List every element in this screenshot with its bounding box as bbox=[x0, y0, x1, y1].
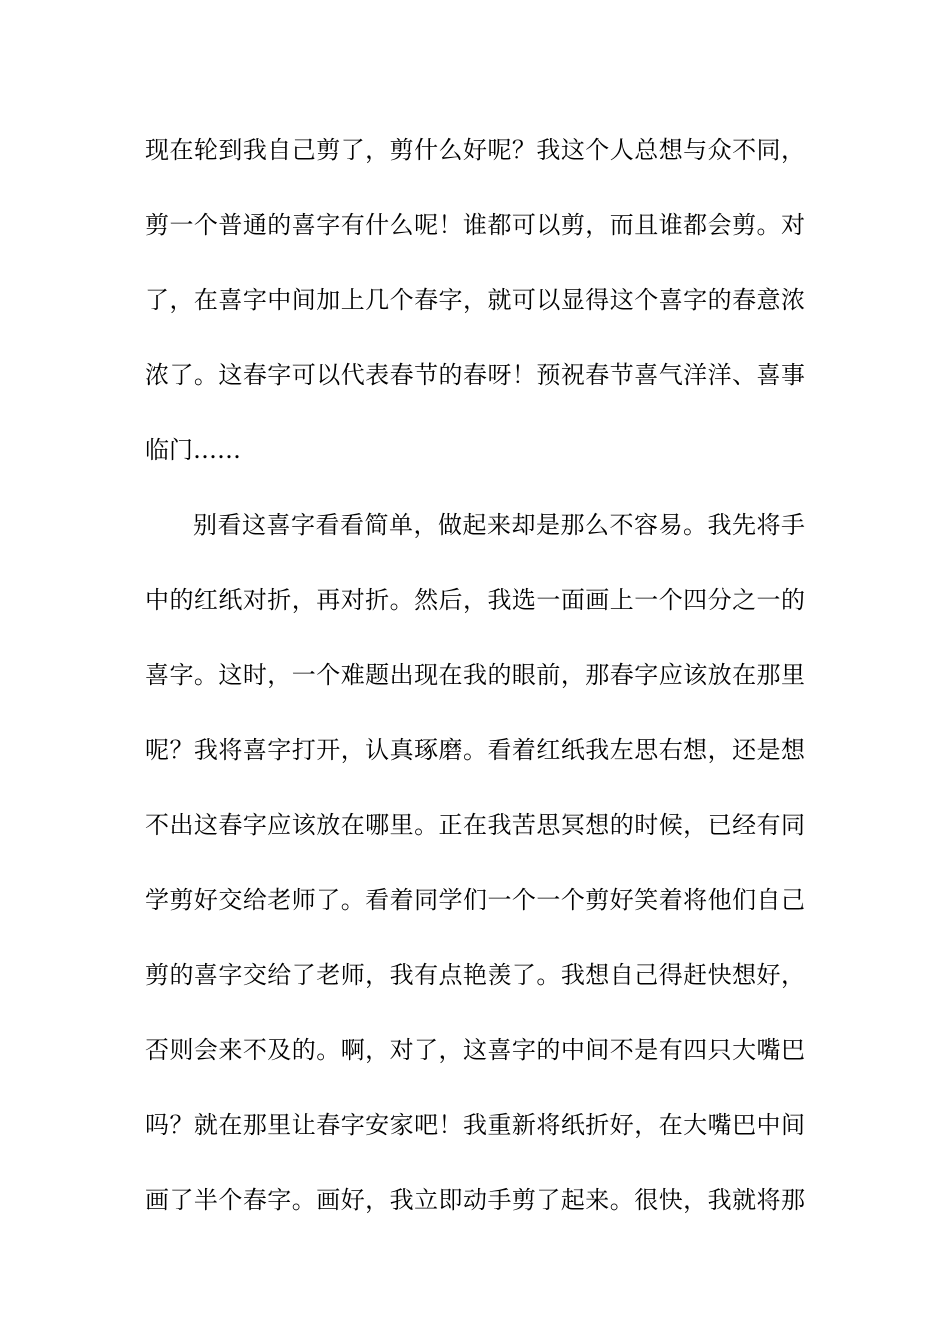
text-line: 剪的喜字交给了老师，我有点艳羡了。我想自己得赶快想好， bbox=[145, 961, 805, 989]
text-line: 了，在喜字中间加上几个春字，就可以显得这个喜字的春意浓 bbox=[145, 286, 805, 314]
text-line: 画了半个春字。画好，我立即动手剪了起来。很快，我就将那 bbox=[145, 1186, 805, 1214]
text-line: 别看这喜字看看简单，做起来却是那么不容易。我先将手 bbox=[193, 511, 805, 539]
text-line: 吗？就在那里让春字安家吧！我重新将纸折好，在大嘴巴中间 bbox=[145, 1111, 805, 1139]
text-line: 喜字。这时，一个难题出现在我的眼前，那春字应该放在那里 bbox=[145, 661, 805, 689]
text-line: 临门…… bbox=[145, 436, 241, 464]
text-line: 不出这春字应该放在哪里。正在我苦思冥想的时候，已经有同 bbox=[145, 811, 805, 839]
text-line: 浓了。这春字可以代表春节的春呀！预祝春节喜气洋洋、喜事 bbox=[145, 361, 805, 389]
text-line: 中的红纸对折，再对折。然后，我选一面画上一个四分之一的 bbox=[145, 586, 805, 614]
text-line: 否则会来不及的。啊，对了，这喜字的中间不是有四只大嘴巴 bbox=[145, 1036, 805, 1064]
text-line: 现在轮到我自己剪了，剪什么好呢？我这个人总想与众不同， bbox=[145, 136, 805, 164]
text-line: 学剪好交给老师了。看着同学们一个一个剪好笑着将他们自己 bbox=[145, 886, 805, 914]
text-line: 呢？我将喜字打开，认真琢磨。看着红纸我左思右想，还是想 bbox=[145, 736, 805, 764]
text-line: 剪一个普通的喜字有什么呢！谁都可以剪，而且谁都会剪。对 bbox=[145, 211, 805, 239]
